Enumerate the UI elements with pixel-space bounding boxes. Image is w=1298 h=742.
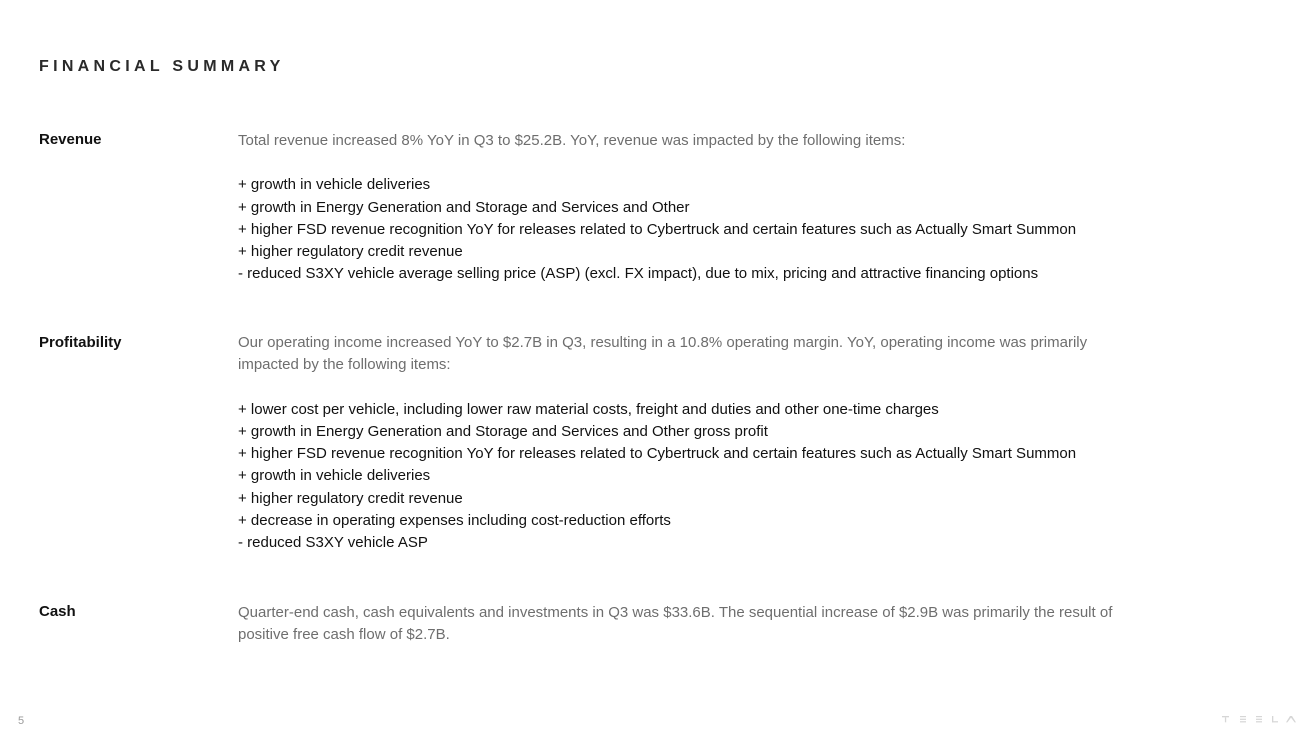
section-label-cash: Cash bbox=[39, 603, 76, 620]
section-label-profitability: Profitability bbox=[39, 334, 122, 351]
list-item: + lower cost per vehicle, including lower raw material costs, freight and duties and other one-time charges bbox=[238, 400, 939, 418]
list-item: + growth in Energy Generation and Storage and Services and Other bbox=[238, 198, 690, 216]
section-label-revenue: Revenue bbox=[39, 131, 102, 148]
profitability-summary: Our operating income increased YoY to $2.7B in Q3, resulting in a 10.8% operating margin. YoY, operating income was primarily impacted by the following items: bbox=[238, 334, 1088, 374]
list-item: + growth in vehicle deliveries bbox=[238, 467, 431, 485]
section-body-profitability bbox=[238, 332, 1128, 555]
profitability-drivers-list bbox=[238, 399, 1128, 555]
section-body-cash bbox=[238, 602, 1128, 647]
section-body-revenue bbox=[238, 130, 1128, 286]
list-item: + growth in vehicle deliveries bbox=[238, 176, 431, 194]
list-item: - reduced S3XY vehicle ASP bbox=[238, 534, 428, 552]
list-item: + higher regulatory credit revenue bbox=[238, 489, 463, 507]
tesla-logo bbox=[1222, 713, 1298, 727]
list-item: + decrease in operating expenses including cost-reduction efforts bbox=[238, 512, 671, 530]
list-item: + higher regulatory credit revenue bbox=[238, 243, 463, 261]
revenue-summary: Total revenue increased 8% YoY in Q3 to $25.2B. YoY, revenue was impacted by the following items: bbox=[238, 132, 906, 149]
list-item: - reduced S3XY vehicle average selling price (ASP) (excl. FX impact), due to mix, pricing and attractive financing options bbox=[238, 265, 1039, 283]
list-item: + higher FSD revenue recognition YoY for releases related to Cybertruck and certain features such as Actually Smart Summon bbox=[238, 445, 1077, 463]
cash-summary: Quarter-end cash, cash equivalents and investments in Q3 was $33.6B. The sequential increase of $2.9B was primarily the result of positive free cash flow of $2.7B. bbox=[238, 604, 1113, 644]
page-title: FINANCIAL SUMMARY bbox=[39, 58, 285, 75]
list-item: + growth in Energy Generation and Storage and Services and Other gross profit bbox=[238, 422, 768, 440]
revenue-drivers-list bbox=[238, 174, 1128, 285]
list-item: + higher FSD revenue recognition YoY for releases related to Cybertruck and certain features such as Actually Smart Summon bbox=[238, 220, 1077, 238]
page-number: 5 bbox=[18, 715, 25, 727]
